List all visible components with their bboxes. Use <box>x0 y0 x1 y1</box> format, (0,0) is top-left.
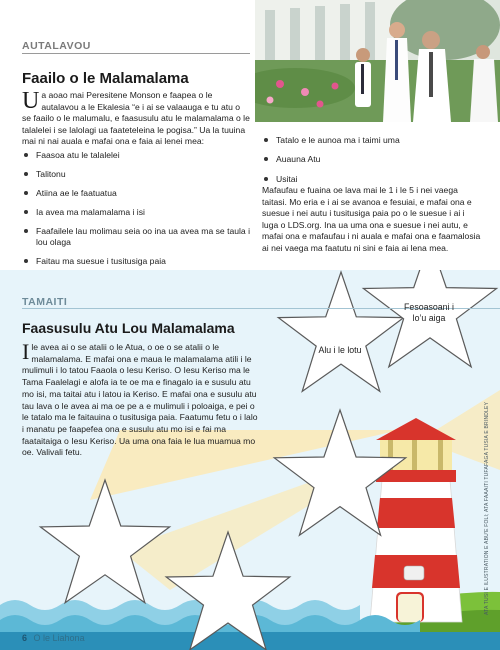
bullet-list-left <box>22 150 250 275</box>
intro-paragraph <box>22 90 250 148</box>
intro-text: a aoao mai Peresitene Monson e faapea o le autalavou a le Ekalesia “e i ai se valaauga e tu atu o se faailo o le malumalu, e faasusulu atu le malamalama o le talalelei i se lalolagi ua faateteleina le pogisa.” Ua la tuuina mai ni nai auala e mafai ona e faia ai lenei mea: <box>22 90 250 147</box>
reflection-paragraph: Mafaufau e fuaina oe lava mai le 1 i le 5 i nei vaega taitasi. Mo eria e i ai se avanoa e fesuiai, e mafai ona e suesue i nei autu i tusitusiga paia po o le suesue i ai i luga o LDS.org. Ina ua uma ona e suesue i nei autu, e mafai ona e mafaufau i ni auala e mafai ona e faamalosia ai nei vaega ma faatutu ni sini e faia ai lena mea. <box>262 185 481 253</box>
body-text: le avea ai o se atalii o le Atua, o oe o se atalii o le malamalama. E mafai ona e maua le malamalama atili i le mulimuli i lo tatou Faaola o Iesu Keriso. O Iesu Keriso ma le Tama Faalelagi e alofa ia te oe ma e finagalo ia e susulu atu mo isi, ma taitai atu i latou ia Keriso. E mafai ona e susulu atu tau lava o le avea ai ma oe pe a e mulimuli i poloaiga, e pei o le tatalo ma le faitauina o tusitusiga paia. Faatumu fetu o i lalo i manatu pe faapefea ona e susulu atu mo isi e fai ma faataitaiga o Iesu Keriso. Ua uma ona faia le lua muamua mo oe. Valivali fetu. <box>22 342 258 458</box>
body-paragraph <box>22 339 260 459</box>
star-blank <box>40 480 169 603</box>
article-title: Faailo o le Malamalama <box>22 70 189 87</box>
magazine-name: O le Liahona <box>33 633 85 643</box>
children-section <box>0 270 500 650</box>
list-item: Atiina ae le faatuatua <box>22 188 250 199</box>
list-item: Ia avea ma malamalama i isi <box>22 207 250 218</box>
section-label: AUTALAVOU <box>22 40 91 52</box>
star-label-church: Alu i le lotu <box>318 345 362 355</box>
divider <box>22 53 250 54</box>
list-item: Faitau ma suesue i tusitusiga paia <box>22 256 250 267</box>
page-footer <box>22 633 85 643</box>
list-item: Auauna Atu <box>262 154 482 165</box>
article-title: Faasusulu Atu Lou Malamalama <box>22 320 235 336</box>
drop-cap: I <box>22 339 30 364</box>
list-item: Usitai <box>262 174 482 185</box>
page-number: 6 <box>22 633 28 643</box>
youth-section <box>0 0 500 270</box>
drop-cap: U <box>22 88 40 114</box>
temple-photo <box>255 0 500 122</box>
lighthouse <box>370 418 462 622</box>
list-item: Tatalo e le aunoa ma i taimi uma <box>262 135 482 146</box>
list-item: Faasoa atu le talalelei <box>22 150 250 161</box>
star-label-family: Fesoasoani i lo’u aiga <box>404 302 454 323</box>
list-item: Talitonu <box>22 169 250 180</box>
section-label: TAMAITI <box>22 296 68 308</box>
list-item: Faafailele lau molimau seia oo ina ua avea ma se taula i lou olaga <box>22 226 250 247</box>
illustration-credit: ATA TUSI E ILUSTRATION E ABU'E FOLI; ATA FAAAITI TUFAFAGA TUSIA E BRINDLEY <box>484 401 490 615</box>
